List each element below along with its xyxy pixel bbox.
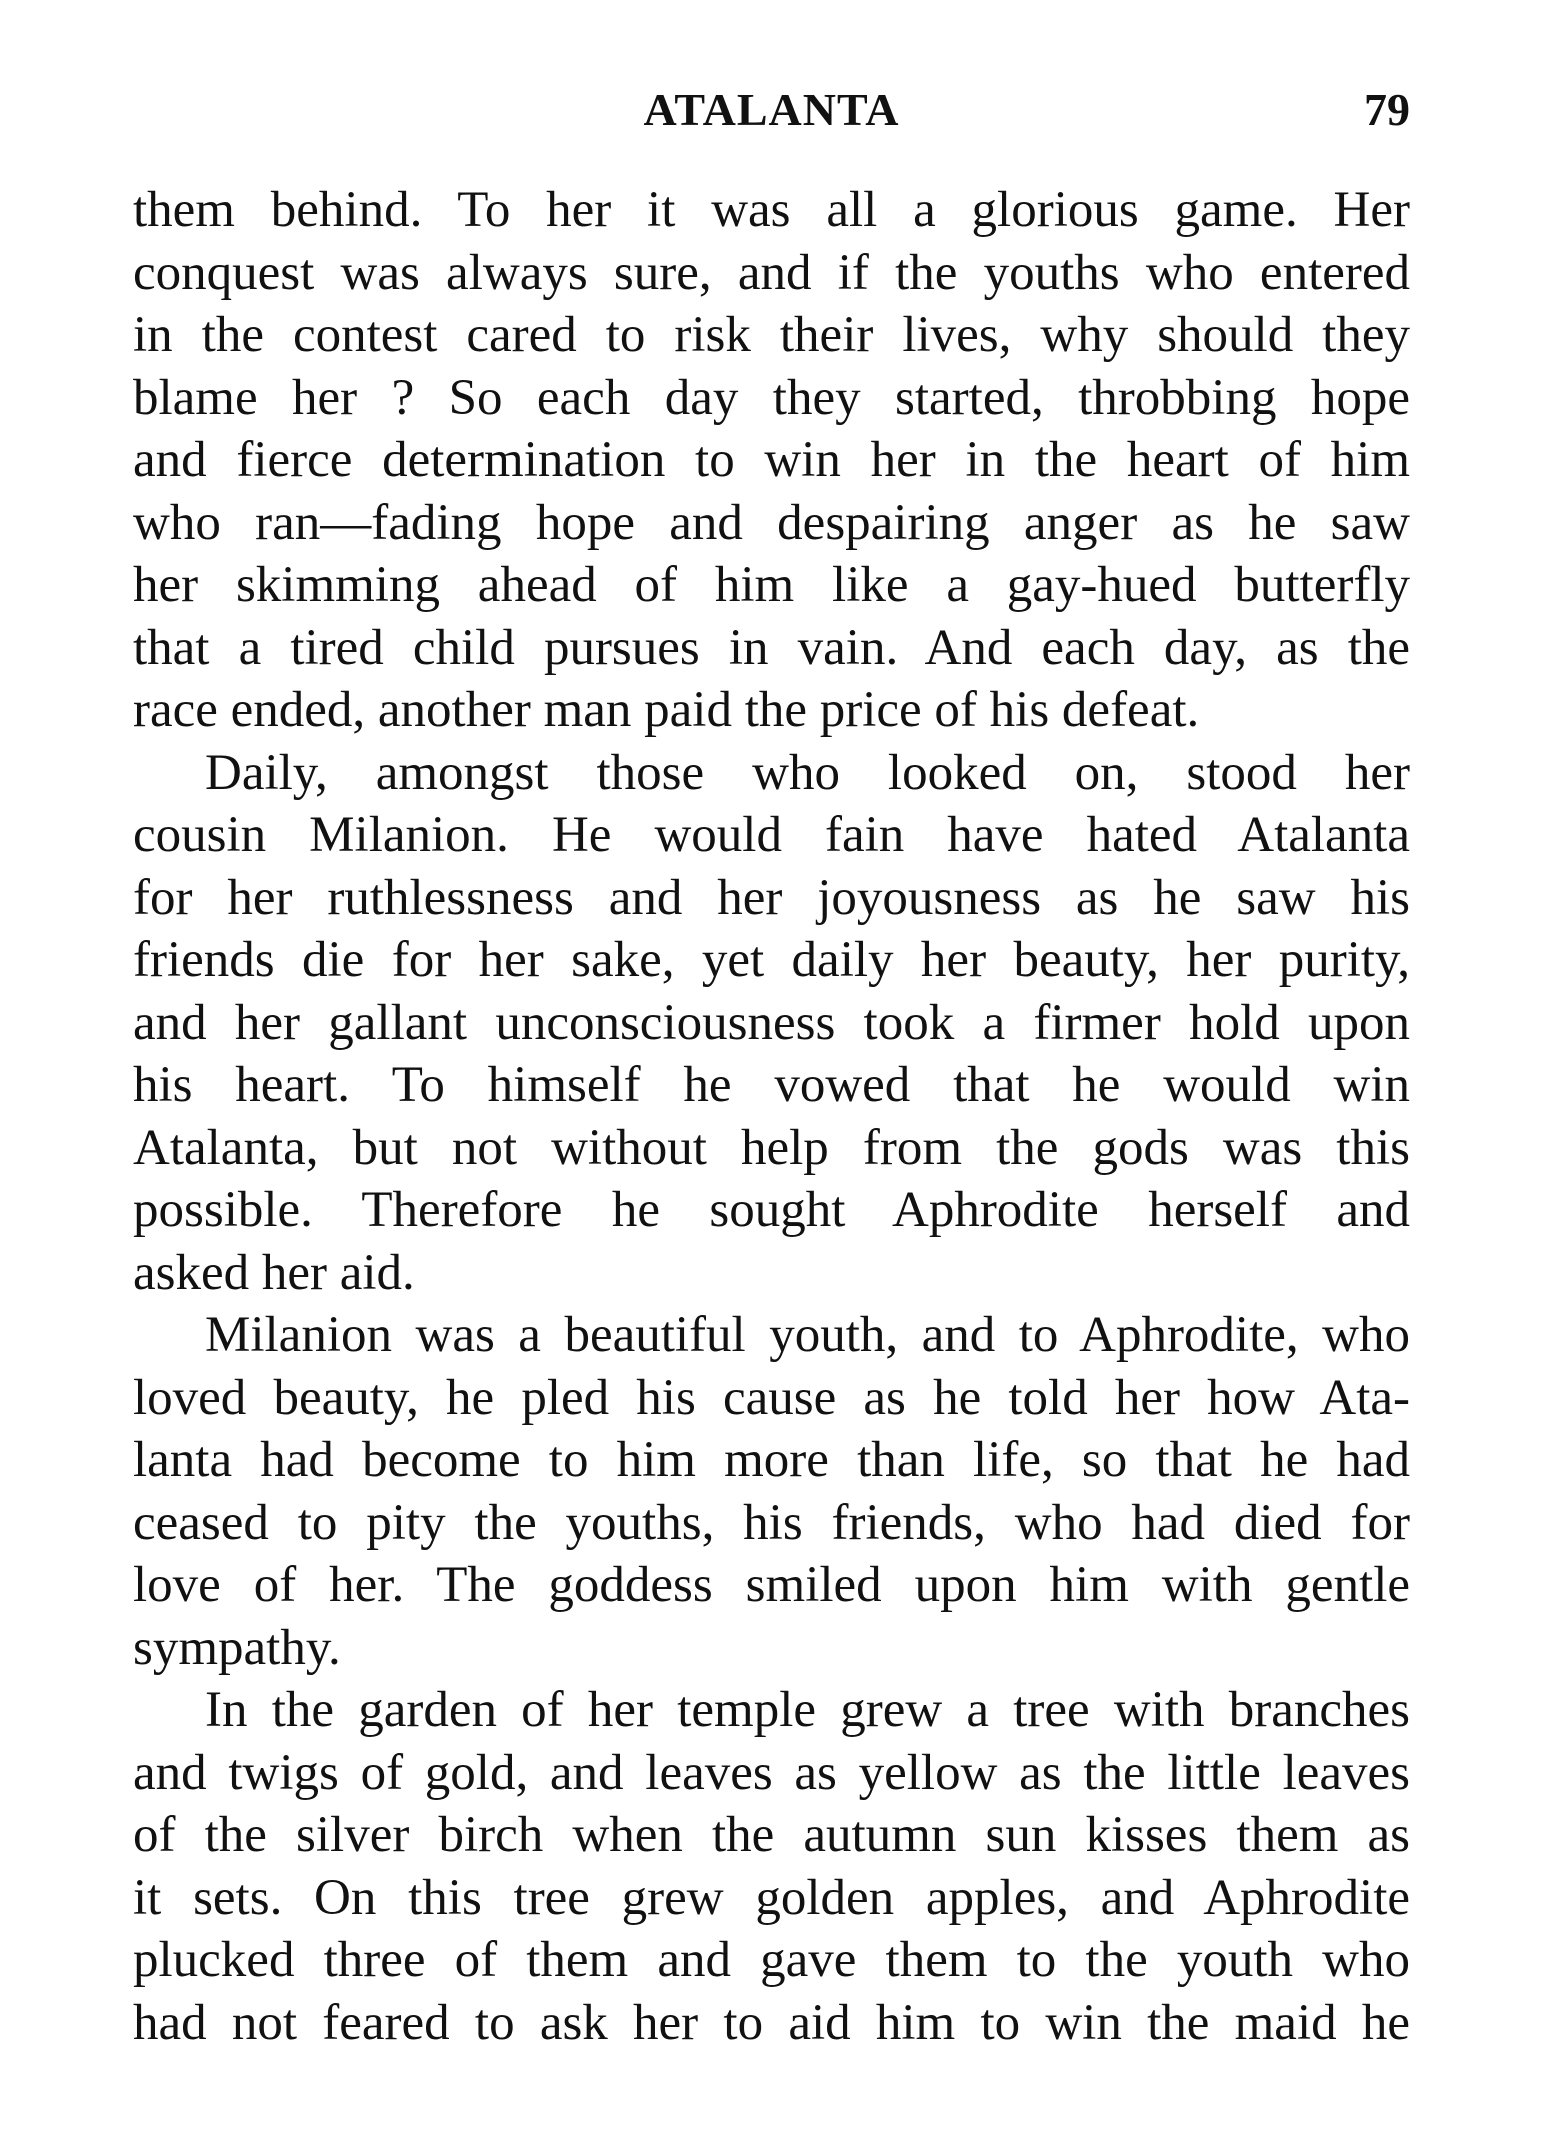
text-line: of the silver birch when the autumn sun kisses them as xyxy=(133,1807,1410,1863)
text-line: friends die for her sake, yet daily her beauty, her purity, xyxy=(133,932,1410,988)
text-line: for her ruthlessness and her joyousness as he saw his xyxy=(133,869,1410,926)
text-line: Atalanta, but not without help from the gods was this xyxy=(133,1119,1410,1176)
text-line: conquest was always sure, and if the youths who entered xyxy=(133,244,1410,301)
text-line: loved beauty, he pled his cause as he told her how Ata- xyxy=(133,1369,1410,1426)
text-line: that a tired child pursues in vain. And each day, as the xyxy=(133,619,1410,676)
page-header xyxy=(133,80,1410,140)
text-line: sympathy. xyxy=(133,1619,341,1676)
running-title: ATALANTA xyxy=(643,84,900,135)
text-line: love of her. The goddess smiled upon him with gentle xyxy=(133,1557,1410,1613)
text-line: In the garden of her temple grew a tree with branches xyxy=(205,1682,1410,1738)
text-line: had not feared to ask her to aid him to win the maid he xyxy=(133,1994,1410,2051)
text-line: his heart. To himself he vowed that he would win xyxy=(133,1057,1410,1113)
text-line: who ran—fading hope and despairing anger as he saw xyxy=(133,494,1410,551)
text-line: asked her aid. xyxy=(133,1244,415,1301)
text-line: race ended, another man paid the price of his defeat. xyxy=(133,682,1200,738)
text-line: her skimming ahead of him like a gay-hued butterfly xyxy=(133,557,1410,613)
text-line: and her gallant unconsciousness took a firmer hold upon xyxy=(133,994,1410,1051)
text-line: ceased to pity the youths, his friends, who had died for xyxy=(133,1494,1410,1551)
text-line: in the contest cared to risk their lives, why should they xyxy=(133,307,1410,363)
text-line: blame her ? So each day they started, throbbing hope xyxy=(133,369,1410,426)
text-line: lanta had become to him more than life, so that he had xyxy=(133,1432,1410,1488)
text-line: and fierce determination to win her in the heart of him xyxy=(133,432,1410,488)
text-line: possible. Therefore he sought Aphrodite herself and xyxy=(133,1182,1410,1238)
text-line: Milanion was a beautiful youth, and to Aphrodite, who xyxy=(205,1307,1410,1363)
text-line: cousin Milanion. He would fain have hated Atalanta xyxy=(133,807,1410,863)
text-line: plucked three of them and gave them to the youth who xyxy=(133,1932,1410,1988)
text-line: it sets. On this tree grew golden apples, and Aphrodite xyxy=(133,1869,1410,1926)
page-number: 79 xyxy=(1364,84,1410,135)
text-line: them behind. To her it was all a glorious game. Her xyxy=(133,182,1410,238)
text-line: and twigs of gold, and leaves as yellow as the little leaves xyxy=(133,1744,1410,1801)
text-line: Daily, amongst those who looked on, stood her xyxy=(205,744,1410,801)
body-text xyxy=(133,179,1410,2054)
